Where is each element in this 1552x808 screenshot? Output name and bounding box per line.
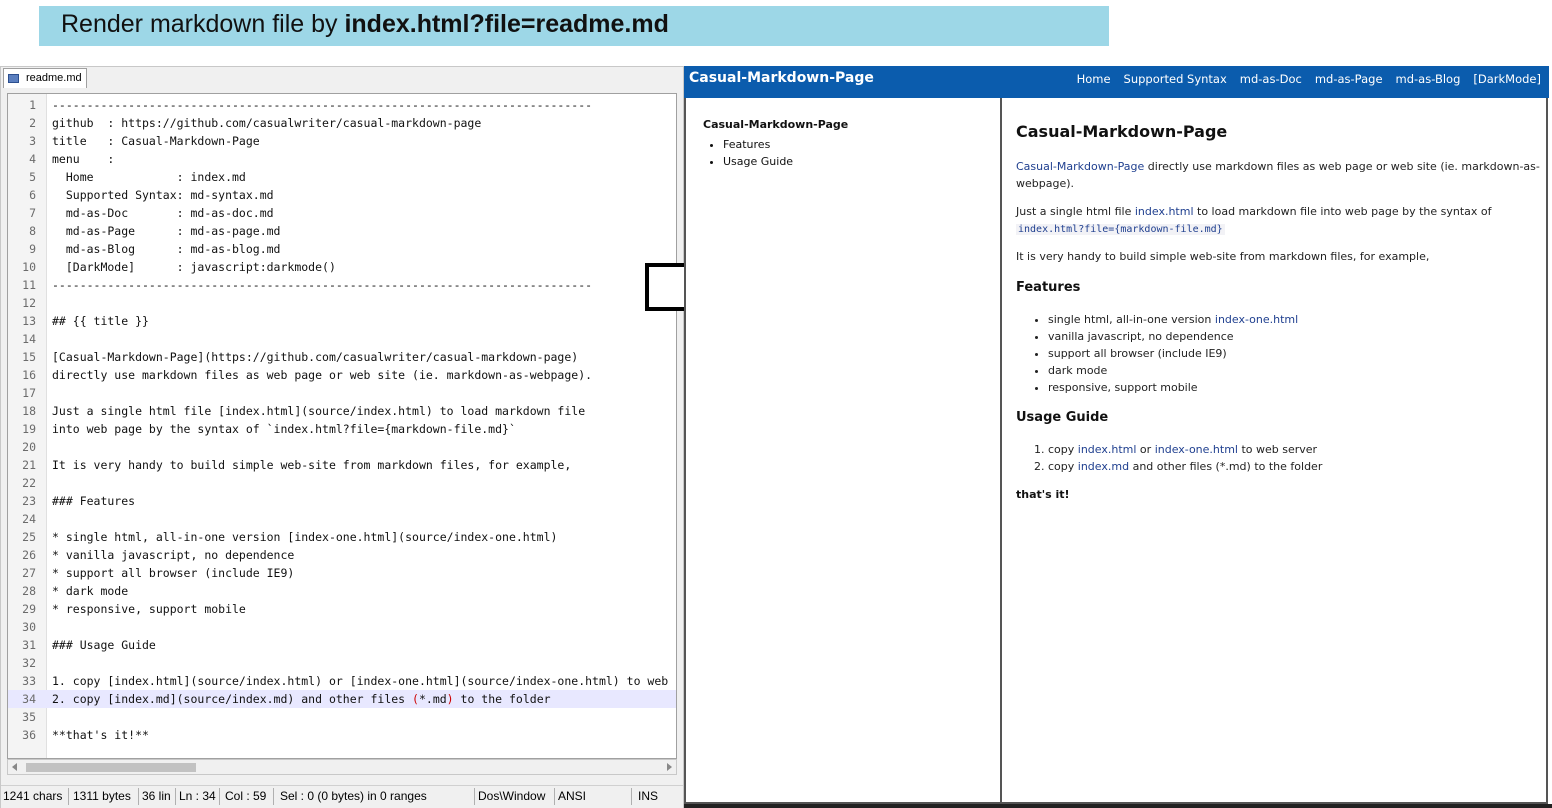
code-line[interactable] (8, 168, 676, 186)
code-line[interactable] (8, 348, 676, 366)
line-number: 3 (29, 134, 36, 148)
line-number: 28 (22, 584, 36, 598)
code-line[interactable] (8, 582, 676, 600)
list-item: • single html, all-in-one version index-one.html (1048, 311, 1298, 328)
code-line[interactable] (8, 276, 676, 294)
line-number: 24 (22, 512, 36, 526)
code-editor[interactable] (7, 93, 677, 759)
line-text: [Casual-Markdown-Page](https://github.com/casualwriter/casual-markdown-page) (52, 350, 579, 364)
index-html-link[interactable]: index.html (1134, 205, 1194, 218)
line-number: 18 (22, 404, 36, 418)
title-banner (39, 6, 1109, 46)
status-divider (554, 788, 555, 805)
status-divider (219, 788, 220, 805)
line-number: 25 (22, 530, 36, 544)
code-line[interactable] (8, 402, 676, 420)
closing-text: that's it! (1016, 488, 1070, 501)
code-line[interactable] (8, 546, 676, 564)
code-line[interactable] (8, 366, 676, 384)
line-text: ------------------------------------------------------------------------------ (52, 98, 593, 112)
matched-bracket: ( (412, 692, 419, 706)
line-text: Just a single html file [index.html](source/index.html) to load markdown file (52, 404, 586, 418)
line-text: **that's it!** (52, 728, 149, 742)
matched-bracket: ) (446, 692, 454, 706)
line-number: 12 (22, 296, 36, 310)
code-line[interactable] (8, 636, 676, 654)
editor-status-bar (1, 785, 683, 808)
line-number: 22 (22, 476, 36, 490)
line-number: 29 (22, 602, 36, 616)
nav-item-supported-syntax[interactable]: Supported Syntax (1123, 72, 1227, 86)
status-lines: 36 lin (142, 789, 171, 803)
line-text: * support all browser (include IE9) (52, 566, 295, 580)
status-bytes: 1311 bytes (73, 789, 131, 803)
line-number: 11 (22, 278, 36, 292)
intro-paragraph: Casual-Markdown-Page directly use markdown files as web page or web site (ie. markdown-as-webpage). (1016, 160, 1540, 190)
status-column: Col : 59 (225, 789, 267, 803)
code-line[interactable] (8, 492, 676, 510)
page-frame (684, 98, 1548, 804)
code-line[interactable] (8, 708, 676, 726)
inline-code: index.html?file={markdown-file.md} (1018, 224, 1223, 235)
line-number: 4 (29, 152, 36, 166)
index-one-html-link[interactable]: index-one.html (1154, 443, 1238, 456)
toc-title[interactable]: Casual-Markdown-Page (703, 118, 849, 131)
code-line[interactable] (8, 294, 676, 312)
line-text: into web page by the syntax of `index.html?file={markdown-file.md}` (52, 422, 516, 436)
list-item: • vanilla javascript, no dependence (1048, 328, 1298, 345)
rendered-page-preview (684, 66, 1552, 808)
code-line[interactable] (8, 186, 676, 204)
line-text: ### Usage Guide (52, 638, 156, 652)
banner-emphasis: index.html?file=readme.md (344, 10, 669, 38)
code-line[interactable] (8, 312, 676, 330)
line-text: * dark mode (52, 584, 129, 598)
line-text: Home : index.md (52, 170, 246, 184)
code-line[interactable] (8, 222, 676, 240)
line-text: ## {{ title }} (52, 314, 149, 328)
code-line[interactable] (8, 258, 676, 276)
code-line[interactable] (8, 204, 676, 222)
line-number: 7 (29, 206, 36, 220)
line-text: github : https://github.com/casualwriter/casual-markdown-page (52, 116, 482, 130)
line-text: * vanilla javascript, no dependence (52, 548, 295, 562)
line-number: 26 (22, 548, 36, 562)
code-line[interactable] (8, 690, 676, 708)
code-line[interactable] (8, 132, 676, 150)
line-text: md-as-Doc : md-as-doc.md (52, 206, 274, 220)
features-list (1028, 311, 1298, 396)
line-number: 9 (29, 242, 36, 256)
file-tab-label: readme.md (26, 72, 82, 84)
line-number: 33 (22, 674, 36, 688)
code-line[interactable] (8, 456, 676, 474)
horizontal-scroll-thumb[interactable] (26, 763, 196, 772)
line-text: ### Features (52, 494, 136, 508)
code-line[interactable] (8, 240, 676, 258)
code-line[interactable] (8, 438, 676, 456)
line-number: 17 (22, 386, 36, 400)
status-divider (68, 788, 69, 805)
line-text: Supported Syntax: md-syntax.md (52, 188, 274, 202)
usage-list (1028, 441, 1322, 475)
site-brand[interactable]: Casual-Markdown-Page (689, 70, 874, 86)
line-number: 19 (22, 422, 36, 436)
file-tab-readme[interactable] (3, 68, 87, 88)
line-text: menu : (52, 152, 115, 166)
code-line[interactable] (8, 618, 676, 636)
line-number: 23 (22, 494, 36, 508)
editor-tab-strip (1, 67, 683, 89)
text-editor-window (0, 66, 684, 808)
line-number: 20 (22, 440, 36, 454)
status-line-endings[interactable]: Dos\Window (478, 789, 546, 803)
line-number: 14 (22, 332, 36, 346)
line-text: ------------------------------------------------------------------------------ (52, 278, 593, 292)
code-line[interactable] (8, 528, 676, 546)
scroll-left-icon[interactable] (12, 763, 17, 771)
line-number: 34 (22, 692, 36, 706)
line-number: 15 (22, 350, 36, 364)
line-number: 16 (22, 368, 36, 382)
line-number: 21 (22, 458, 36, 472)
toc-item-usage-guide[interactable]: • Usage Guide (723, 153, 793, 170)
page-title: Casual-Markdown-Page (1016, 122, 1228, 141)
status-divider (474, 788, 475, 805)
line-number: 31 (22, 638, 36, 652)
code-line[interactable] (8, 150, 676, 168)
line-number: 27 (22, 566, 36, 580)
line-text: 2. copy [index.md](source/index.md) and other files (*.md) to the folder (52, 692, 551, 706)
single-file-paragraph: Just a single html file index.html to load markdown file into web page by the syntax of index.html?file={markdown-file.md} (1016, 205, 1492, 235)
scroll-right-icon[interactable] (667, 763, 672, 771)
code-line[interactable] (8, 726, 676, 744)
nav-menu (1077, 72, 1541, 86)
line-number: 30 (22, 620, 36, 634)
code-line[interactable] (8, 114, 676, 132)
code-line[interactable] (8, 672, 676, 690)
status-divider (273, 788, 274, 805)
line-number: 2 (29, 116, 36, 130)
index-md-link[interactable]: index.md (1077, 460, 1130, 473)
line-number: 8 (29, 224, 36, 238)
line-text: [DarkMode] : javascript:darkmode() (52, 260, 336, 274)
status-encoding[interactable]: ANSI (558, 789, 587, 803)
status-chars: 1241 chars (3, 789, 63, 803)
banner-text: Render markdown file by index.html?file=readme.md (61, 10, 669, 38)
line-number: 10 (22, 260, 36, 274)
status-divider (631, 788, 632, 805)
line-text: directly use markdown files as web page or web site (ie. markdown-as-webpage). (52, 368, 593, 382)
nav-item-md-as-blog[interactable]: md-as-Blog (1395, 72, 1461, 86)
code-line[interactable] (8, 384, 676, 402)
code-line[interactable] (8, 96, 676, 114)
line-text: md-as-Blog : md-as-blog.md (52, 242, 281, 256)
list-item: • support all browser (include IE9) (1048, 345, 1298, 362)
nav-item-md-as-doc[interactable]: md-as-Doc (1239, 72, 1302, 86)
line-number: 5 (29, 170, 36, 184)
document-icon (8, 74, 19, 83)
line-number: 13 (22, 314, 36, 328)
code-line[interactable] (8, 564, 676, 582)
line-text: It is very handy to build simple web-site from markdown files, for example, (52, 458, 572, 472)
line-text: * single html, all-in-one version [index-one.html](source/index-one.html) (52, 530, 558, 544)
top-navigation-bar (684, 66, 1549, 98)
list-item: • dark mode (1048, 362, 1298, 379)
line-number: 6 (29, 188, 36, 202)
features-heading: Features (1016, 280, 1081, 295)
index-html-link[interactable]: index.html (1077, 443, 1137, 456)
code-line[interactable] (8, 420, 676, 438)
status-insert-mode: INS (638, 789, 659, 803)
list-item: 1. copy index.html or index-one.html to web server (1048, 441, 1322, 458)
toc-item-features[interactable]: • Features (723, 136, 793, 153)
bottom-border (684, 804, 1552, 808)
code-line[interactable] (8, 330, 676, 348)
line-text: md-as-Page : md-as-page.md (52, 224, 281, 238)
index-one-html-link[interactable]: index-one.html (1214, 313, 1299, 326)
code-line[interactable] (8, 474, 676, 492)
nav-item-darkmode[interactable]: [DarkMode] (1473, 72, 1541, 86)
line-number: 35 (22, 710, 36, 724)
list-item: • responsive, support mobile (1048, 379, 1298, 396)
code-line[interactable] (8, 600, 676, 618)
nav-item-md-as-page[interactable]: md-as-Page (1314, 72, 1383, 86)
nav-item-home[interactable]: Home (1076, 72, 1111, 86)
line-text: 1. copy [index.html](source/index.html) or [index-one.html](source/index-one.html) to web (52, 674, 669, 688)
toc-list (703, 136, 793, 170)
line-number: 1 (29, 98, 36, 112)
line-text: title : Casual-Markdown-Page (52, 134, 260, 148)
status-divider (138, 788, 139, 805)
status-selection: Sel : 0 (0 bytes) in 0 ranges (280, 789, 427, 803)
list-item: 2. copy index.md and other files (*.md) to the folder (1048, 458, 1322, 475)
line-number: 32 (22, 656, 36, 670)
status-line-number: Ln : 34 (179, 789, 216, 803)
line-number: 36 (22, 728, 36, 742)
code-line[interactable] (8, 654, 676, 672)
horizontal-scrollbar[interactable] (7, 759, 677, 775)
table-of-contents (686, 98, 1002, 802)
line-text: * responsive, support mobile (52, 602, 246, 616)
handy-paragraph: It is very handy to build simple web-site from markdown files, for example, (1016, 250, 1430, 263)
code-line[interactable] (8, 510, 676, 528)
repo-link[interactable]: Casual-Markdown-Page (1016, 160, 1145, 173)
usage-guide-heading: Usage Guide (1016, 410, 1109, 425)
status-divider (175, 788, 176, 805)
